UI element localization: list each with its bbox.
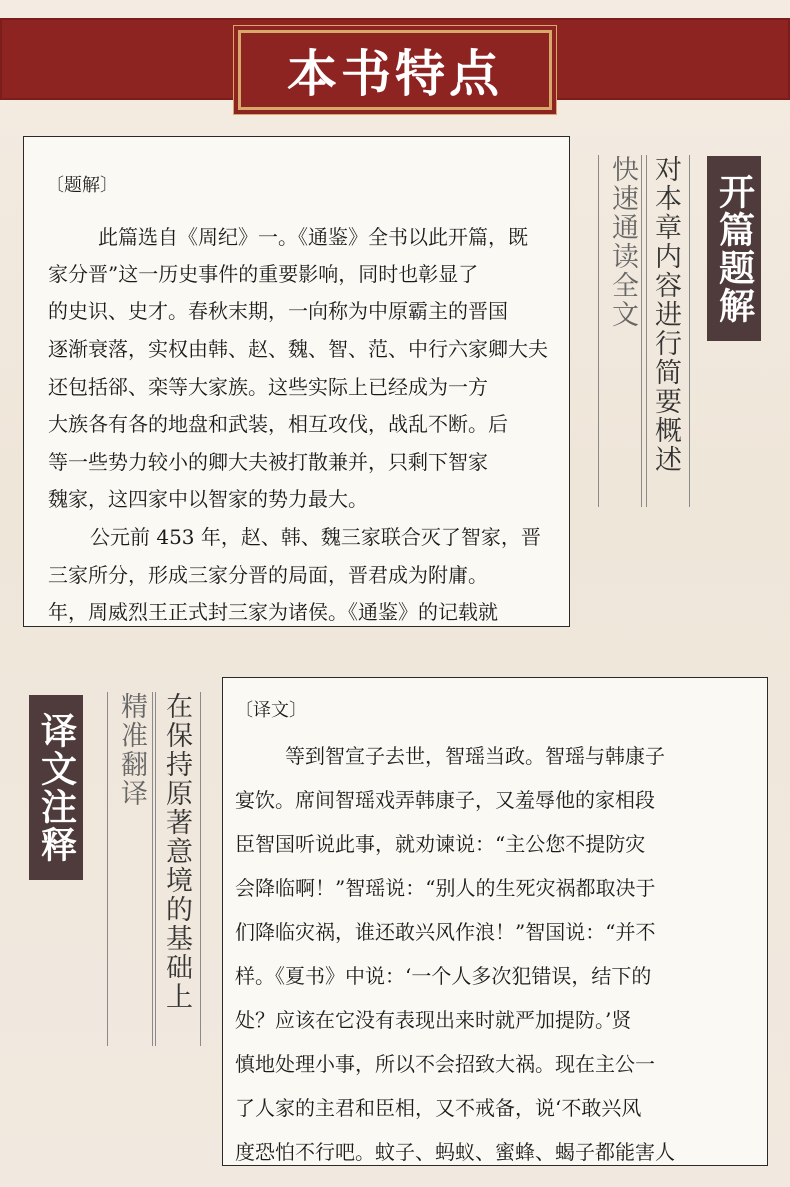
section-heading: 〔题解〕 (46, 175, 118, 196)
text-line: 等到智宣子去世，智瑶当政。智瑶与韩康子 (285, 744, 665, 768)
text-line: 还包括郤、栾等大家族。这些实际上已经成为一方 (48, 375, 488, 399)
excerpt-panel-intro (23, 136, 570, 627)
text-line: 年，周威烈王正式封三家为诸侯。《通鉴》的记载就 (48, 600, 498, 624)
text-line: 慎地处理小事，所以不会招致大祸。现在主公一 (235, 1052, 655, 1076)
caption-sub: 精准翻译 (107, 692, 156, 1046)
banner-title: 本书特点 (287, 45, 503, 103)
text-line: 此篇选自《周纪》一。《通鉴》全书以此开篇，既 (98, 225, 528, 249)
text-line: 宴饮。席间智瑶戏弄韩康子，又羞辱他的家相段 (235, 788, 655, 812)
text-line: 等一些势力较小的卿大夫被打散兼并，只剩下智家 (48, 450, 488, 474)
section-label-intro: 开篇题解 (707, 156, 761, 341)
section-heading: 〔译文〕 (235, 700, 307, 721)
text-line: 公元前 453 年，赵、韩、魏三家联合灭了智家，晋 (90, 525, 541, 549)
text-line: 了人家的主君和臣相，又不戒备，说‘不敢兴风 (235, 1096, 642, 1120)
text-line: 们降临灾祸，谁还敢兴风作浪！”智国说：“并不 (235, 920, 656, 944)
excerpt-panel-translation (222, 677, 768, 1166)
text-line: 臣智国听说此事，就劝谏说：“主公您不提防灾 (235, 832, 646, 856)
caption-main: 对本章内容进行简要概述 (641, 155, 690, 507)
text-line: 三家所分，形成三家分晋的局面，晋君成为附庸。 (48, 563, 488, 587)
caption-sub: 快速通读全文 (598, 155, 647, 507)
banner (0, 18, 790, 103)
text-line: 的史识、史才。春秋末期，一向称为中原霸主的晋国 (48, 299, 508, 323)
text-line: 大族各有各的地盘和武装，相互攻伐，战乱不断。后 (48, 412, 508, 436)
text-line: 样。《夏书》中说：‘一个人多次犯错误，结下的 (235, 964, 652, 988)
text-line: 魏家，这四家中以智家的势力最大。 (48, 487, 368, 511)
text-line: 逐渐衰落，实权由韩、赵、魏、智、范、中行六家卿大夫 (48, 337, 548, 361)
banner-title-frame (238, 30, 552, 110)
text-line: 会降临啊！”智瑶说：“别人的生死灾祸都取决于 (235, 876, 656, 900)
text-line: 度恐怕不行吧。蚊子、蚂蚁、蜜蜂、蝎子都能害人 (235, 1140, 675, 1164)
caption-main: 在保持原著意境的基础上 (152, 692, 201, 1046)
text-line: 家分晋”这一历史事件的重要影响，同时也彰显了 (48, 262, 479, 286)
text-line: 处？应该在它没有表现出来时就严加提防。’贤 (235, 1008, 632, 1032)
section-label-translation: 译文注释 (29, 695, 83, 880)
